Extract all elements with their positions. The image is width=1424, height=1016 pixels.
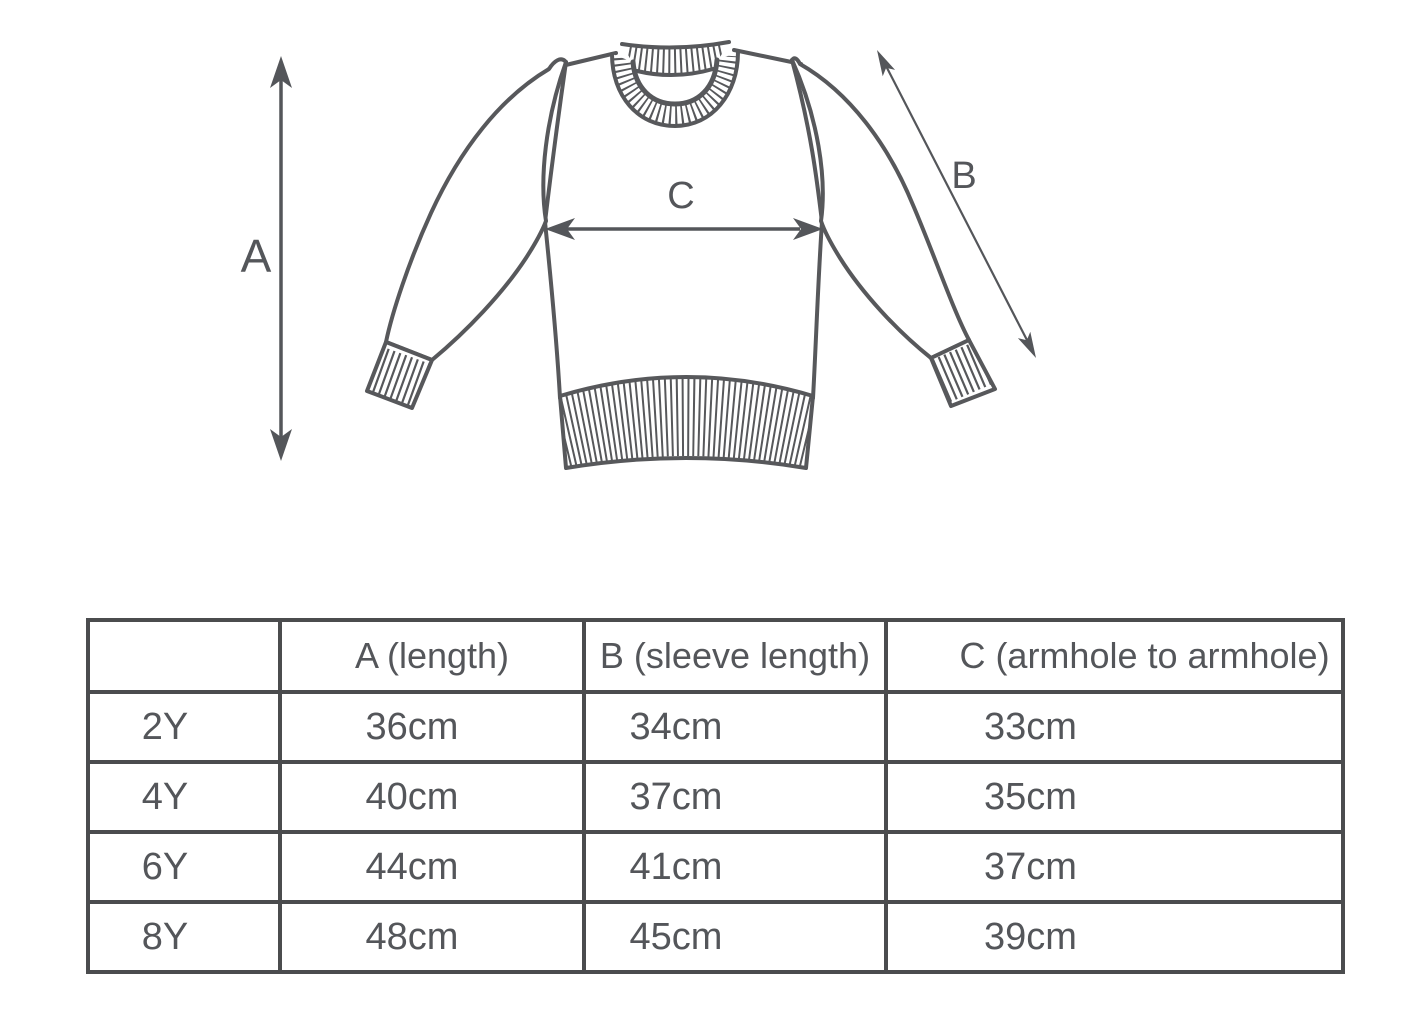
value-a: 40cm: [280, 762, 584, 832]
value-a: 44cm: [280, 832, 584, 902]
value-b: 41cm: [584, 832, 886, 902]
table-row: [88, 902, 1343, 972]
arrowhead-up-right-icon: [877, 50, 895, 76]
size-label: 2Y: [88, 692, 280, 762]
table-row: [88, 832, 1343, 902]
value-c: 39cm: [886, 902, 1343, 972]
size-label: 8Y: [88, 902, 280, 972]
arrowhead-down-right-icon: [1018, 332, 1036, 358]
measure-label-a: A: [240, 230, 272, 282]
table-corner-cell: [88, 620, 280, 692]
value-a: 48cm: [280, 902, 584, 972]
value-c: 35cm: [886, 762, 1343, 832]
value-b: 37cm: [584, 762, 886, 832]
size-label: 4Y: [88, 762, 280, 832]
value-c: 37cm: [886, 832, 1343, 902]
column-header-a: A (length): [280, 620, 584, 692]
value-b: 45cm: [584, 902, 886, 972]
value-c: 33cm: [886, 692, 1343, 762]
column-header-b: B (sleeve length): [584, 620, 886, 692]
table-header-row: [88, 620, 1343, 692]
table-row: [88, 692, 1343, 762]
measure-arrow-a: [270, 56, 292, 461]
measure-label-c: C: [667, 175, 695, 217]
sweater-drawing: [367, 42, 995, 468]
size-label: 6Y: [88, 832, 280, 902]
column-header-c: C (armhole to armhole): [886, 620, 1343, 692]
table-row: [88, 762, 1343, 832]
measure-label-b: B: [951, 155, 977, 197]
value-b: 34cm: [584, 692, 886, 762]
sweater-left-sleeve: [386, 59, 566, 360]
size-chart-table: [86, 618, 1345, 974]
value-a: 36cm: [280, 692, 584, 762]
